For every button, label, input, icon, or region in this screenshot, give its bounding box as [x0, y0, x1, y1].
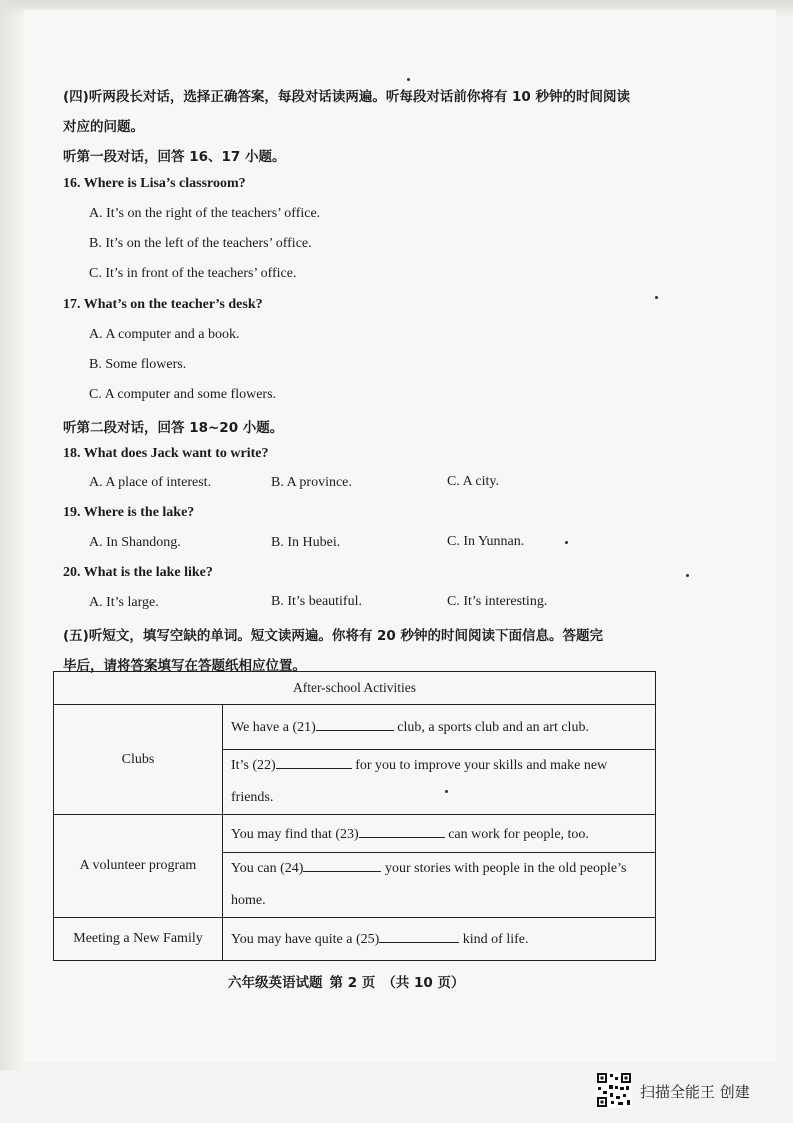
- question-16-option-c: C. It’s in front of the teachers’ office.: [89, 266, 297, 281]
- question-16-stem: 16. Where is Lisa’s classroom?: [63, 176, 246, 191]
- question-20-option-a: A. It’s large.: [89, 595, 159, 610]
- question-20-option-c: C. It’s interesting.: [447, 594, 548, 609]
- blank-21: [316, 718, 394, 731]
- blank-25-prefix: You may have quite a (25): [231, 932, 380, 947]
- blank-25: [379, 930, 459, 943]
- question-16-option-a: A. It’s on the right of the teachers’ office.: [89, 206, 321, 221]
- question-18-option-a: A. A place of interest.: [89, 475, 212, 490]
- question-18-option-c: C. A city.: [447, 474, 499, 489]
- blank-24: [303, 859, 381, 872]
- question-16-option-b: B. It’s on the left of the teachers’ office.: [89, 236, 312, 251]
- after-school-activities-table: [53, 671, 656, 961]
- blank-22-continuation: friends.: [231, 790, 274, 805]
- section4-instruction-line1: (四)听两段长对话，选择正确答案，每段对话读两遍。听每段对话前你将有 10 秒钟的时间阅读: [63, 89, 631, 105]
- blank-22-prefix: It’s (22): [231, 758, 276, 773]
- blank-23-prefix: You may find that (23): [231, 826, 359, 842]
- question-17-stem: 17. What’s on the teacher’s desk?: [63, 297, 263, 312]
- clubs-label: Clubs: [54, 705, 223, 815]
- scan-speck: [407, 78, 410, 81]
- blank-25-suffix: kind of life.: [459, 932, 529, 947]
- blank-22: [276, 756, 352, 769]
- blank-24-row: [223, 853, 656, 918]
- question-20-stem: 20. What is the lake like?: [63, 565, 213, 580]
- scan-speck: [445, 790, 448, 793]
- question-18-option-b: B. A province.: [271, 475, 352, 490]
- blank-23: [359, 825, 445, 838]
- blank-22-row: [223, 750, 656, 815]
- footer-title: 六年级英语试题: [228, 975, 323, 991]
- table-title: After-school Activities: [54, 672, 656, 705]
- dialogue2-intro: 听第二段对话，回答 18~20 小题。: [63, 420, 284, 436]
- blank-24-continuation: home.: [231, 893, 266, 908]
- footer-page-number: 第 2 页: [329, 975, 376, 991]
- dialogue1-intro: 听第一段对话，回答 16、17 小题。: [63, 149, 286, 165]
- blank-24-prefix: You can (24): [231, 861, 304, 876]
- scan-shadow-left: [0, 0, 22, 1070]
- question-19-option-c: C. In Yunnan.: [447, 534, 525, 549]
- blank-21-suffix: club, a sports club and an art club.: [393, 720, 589, 735]
- scanner-watermark-text: 扫描全能王 创建: [640, 1083, 750, 1101]
- meeting-new-family-label: Meeting a New Family: [54, 918, 223, 961]
- footer-page-total: （共 10 页）: [382, 975, 465, 991]
- page-footer: [228, 971, 464, 992]
- blank-22-suffix: for you to improve your skills and make new: [351, 758, 608, 773]
- question-17-option-c: C. A computer and some flowers.: [89, 387, 277, 402]
- question-19-option-b: B. In Hubei.: [271, 535, 341, 550]
- scan-speck: [655, 296, 658, 299]
- question-19-option-a: A. In Shandong.: [89, 535, 181, 550]
- question-18-stem: 18. What does Jack want to write?: [63, 446, 269, 461]
- scan-speck: [686, 574, 689, 577]
- blank-24-suffix: your stories with people in the old people’s: [381, 861, 627, 876]
- blank-21-prefix: We have a (21): [231, 720, 316, 735]
- volunteer-program-label: A volunteer program: [54, 815, 223, 918]
- section4-instruction-line2: 对应的问题。: [63, 119, 144, 135]
- section5-instruction-line1: (五)听短文，填写空缺的单词。短文读两遍。你将有 20 秒钟的时间阅读下面信息。答题完: [63, 628, 604, 644]
- question-17-option-a: A. A computer and a book.: [89, 327, 240, 342]
- question-19-stem: 19. Where is the lake?: [63, 505, 195, 520]
- blank-25-row: [223, 918, 656, 961]
- blank-23-row: [223, 815, 656, 853]
- blank-23-suffix: can work for people, too.: [444, 826, 589, 842]
- scan-speck: [565, 541, 568, 544]
- question-20-option-b: B. It’s beautiful.: [271, 594, 362, 609]
- blank-21-row: [223, 705, 656, 750]
- section5-instruction-line2: 毕后，请将答案填写在答题纸相应位置。: [63, 658, 306, 674]
- question-17-option-b: B. Some flowers.: [89, 357, 187, 372]
- qr-code-icon: [596, 1072, 632, 1108]
